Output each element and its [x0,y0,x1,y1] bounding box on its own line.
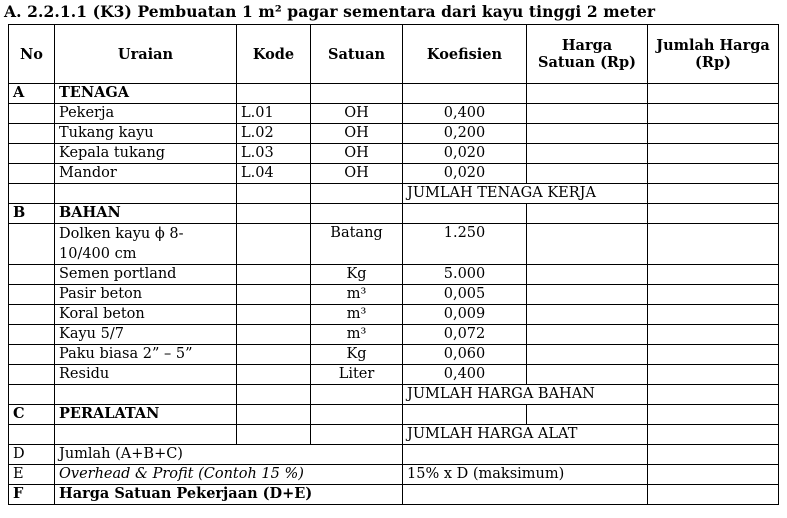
table-row [9,164,779,184]
header-kode: Kode [237,25,311,84]
table-row [9,345,779,365]
summary-row-f [9,485,779,505]
item-koefisien: 5.000 [403,265,527,285]
item-uraian: Tukang kayu [55,124,237,144]
total-label: JUMLAH HARGA ALAT [403,425,648,445]
item-satuan: Kg [311,265,403,285]
item-koefisien: 0,400 [403,104,527,124]
total-label: JUMLAH TENAGA KERJA [403,184,648,204]
item-satuan: OH [311,124,403,144]
item-koefisien: 0,200 [403,124,527,144]
item-uraian: Semen portland [55,265,237,285]
summary-note [403,485,648,505]
item-koefisien: 0,005 [403,285,527,305]
header-harga-satuan: Harga Satuan (Rp) [527,25,648,84]
item-uraian: Residu [55,365,237,385]
ahsp-table [8,24,779,505]
item-satuan: m³ [311,305,403,325]
item-uraian: Dolken kayu ϕ 8-10/400 cm [55,224,237,265]
item-koefisien: 1.250 [403,224,527,265]
header-satuan: Satuan [311,25,403,84]
section-no: B [9,204,55,224]
section-no: C [9,405,55,425]
header-koefisien: Koefisien [403,25,527,84]
page-title: A. 2.2.1.1 (K3) Pembuatan 1 m² pagar sementara dari kayu tinggi 2 meter [4,2,656,21]
item-koefisien: 0,020 [403,164,527,184]
item-satuan: Liter [311,365,403,385]
item-uraian: Mandor [55,164,237,184]
item-uraian: Pasir beton [55,285,237,305]
item-satuan: OH [311,164,403,184]
item-uraian: Kepala tukang [55,144,237,164]
section-label: TENAGA [55,84,237,104]
section-row-bahan [9,204,779,224]
table-row [9,224,779,265]
item-satuan: OH [311,104,403,124]
section-label: PERALATAN [55,405,237,425]
item-uraian: Kayu 5/7 [55,325,237,345]
item-kode: L.02 [237,124,311,144]
total-row-tenaga [9,184,779,204]
summary-note [403,445,648,465]
table-row [9,325,779,345]
summary-uraian: Jumlah (A+B+C) [55,445,403,465]
table-row [9,285,779,305]
summary-no: F [9,485,55,505]
summary-no: D [9,445,55,465]
table-row [9,124,779,144]
summary-uraian: Overhead & Profit (Contoh 15 %) [55,465,403,485]
item-koefisien: 0,400 [403,365,527,385]
section-row-peralatan [9,405,779,425]
item-satuan: Batang [311,224,403,265]
table-row [9,265,779,285]
header-uraian: Uraian [55,25,237,84]
total-label: JUMLAH HARGA BAHAN [403,385,648,405]
summary-no: E [9,465,55,485]
summary-uraian: Harga Satuan Pekerjaan (D+E) [55,485,403,505]
item-uraian: Koral beton [55,305,237,325]
item-kode: L.03 [237,144,311,164]
total-row-peralatan [9,425,779,445]
item-satuan: m³ [311,325,403,345]
item-koefisien: 0,060 [403,345,527,365]
item-satuan: m³ [311,285,403,305]
header-jumlah-harga: Jumlah Harga (Rp) [648,25,779,84]
table-row [9,104,779,124]
section-row-tenaga [9,84,779,104]
summary-note: 15% x D (maksimum) [403,465,648,485]
item-koefisien: 0,009 [403,305,527,325]
summary-row-e [9,465,779,485]
section-no: A [9,84,55,104]
section-label: BAHAN [55,204,237,224]
table-row [9,144,779,164]
item-satuan: Kg [311,345,403,365]
item-uraian: Pekerja [55,104,237,124]
summary-row-d [9,445,779,465]
item-kode: L.01 [237,104,311,124]
item-kode: L.04 [237,164,311,184]
table-row [9,365,779,385]
header-row [9,25,779,84]
item-koefisien: 0,020 [403,144,527,164]
item-uraian: Paku biasa 2” – 5” [55,345,237,365]
header-no: No [9,25,55,84]
item-koefisien: 0,072 [403,325,527,345]
table-row [9,305,779,325]
item-satuan: OH [311,144,403,164]
total-row-bahan [9,385,779,405]
